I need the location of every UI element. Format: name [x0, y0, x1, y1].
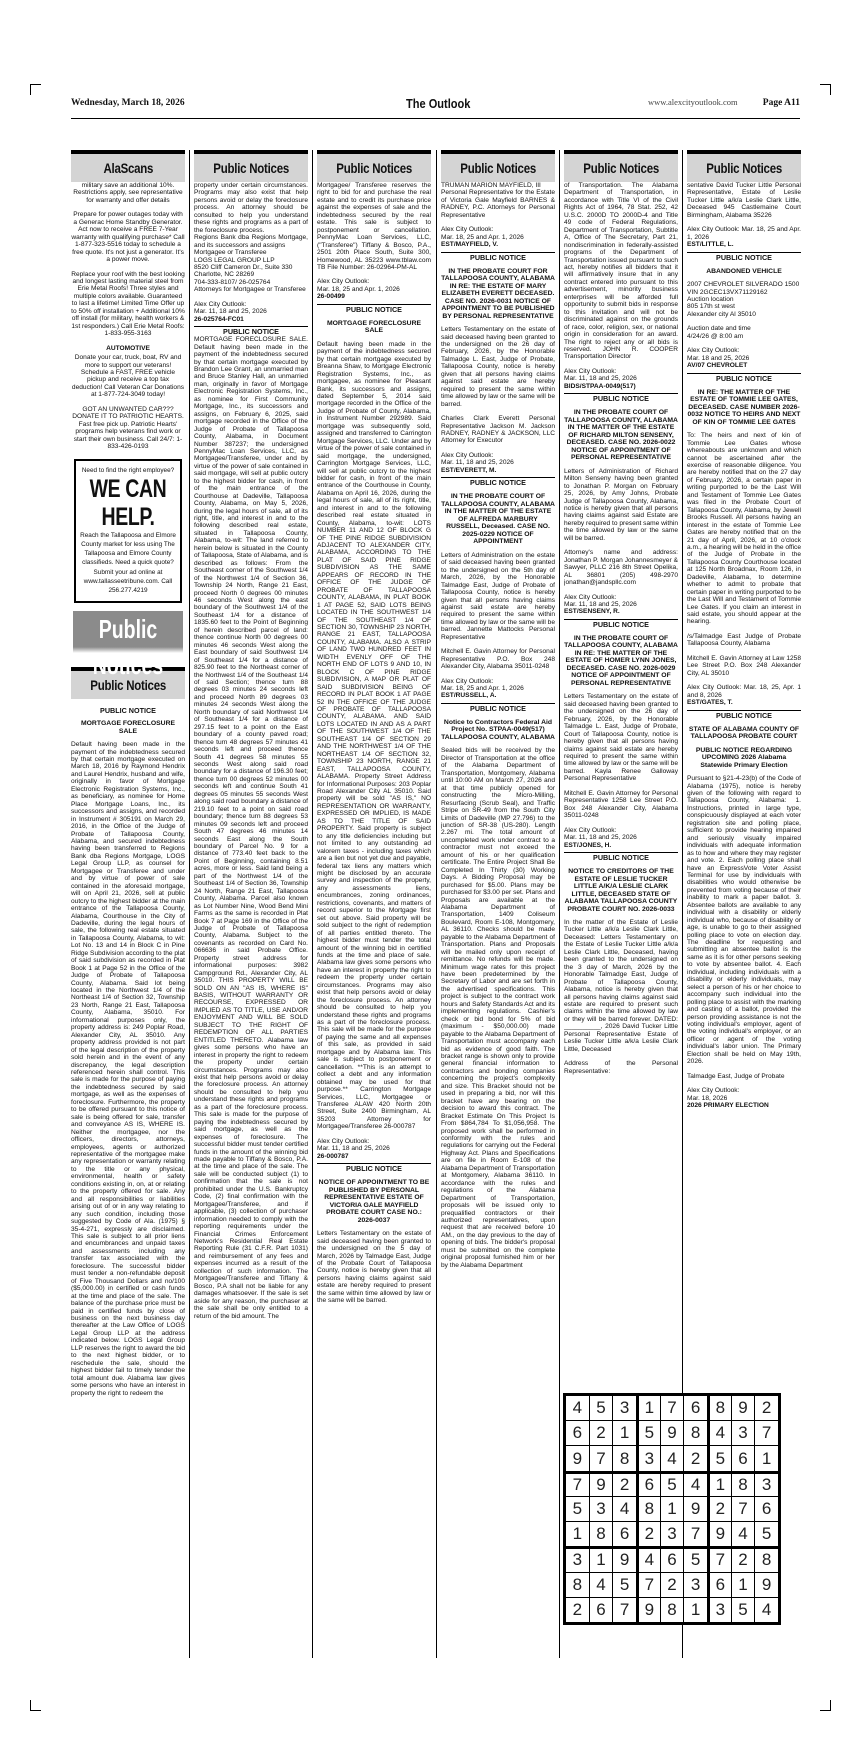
notice-text: 704-333-8107/ 26-025764 — [194, 278, 271, 286]
notice-text: /s/Talmadge East Judge of Probate Tallapoosa County, Alabama — [687, 632, 801, 648]
sudoku-cell: 8 — [590, 1522, 613, 1546]
notice-reference-code: EST/MAYFIELD, V. — [441, 241, 499, 249]
notice-text: Alex City Outlook: — [441, 677, 494, 685]
spacer — [564, 361, 678, 368]
notice-text: Charles Clark Everett Personal Representative Jackson M. Jackson RADNEY, RADNEY & JACKSON, LLC Attorney for Executor — [441, 415, 555, 445]
sudoku-cell: 5 — [639, 1421, 660, 1445]
crop-mark-top-left — [30, 84, 41, 95]
sudoku-cell: 6 — [590, 1598, 613, 1622]
sudoku-cell: 5 — [661, 1474, 684, 1496]
sudoku-cell: 1 — [590, 1549, 613, 1571]
sudoku-cell: 1 — [661, 1497, 684, 1521]
sudoku-cell: 6 — [566, 1421, 589, 1445]
notice-text: Letters Testamentary on the estate of said deceased having been granted to the undersigned on the 5 day of March, 2026 by Talmadge East, Judge of the Probate Court of Tallapoosa County, notice is hereby given that all persons having claims against said estate are hereby required to present the same within time allowed by law or the same will be barred. — [317, 1230, 431, 1305]
notice-title: IN RE: THE MATTER OF THE ESTATE OF TOMMIE LEE GATES, DECEASED. CASE NUMBER 2026-0032 NOTICE TO HEIRS AND NEXT OF KIN OF TOMMIE LEE GATES — [687, 388, 801, 426]
notice-text: Alex City Outlook: — [564, 367, 617, 375]
sudoku-cell: 2 — [590, 1421, 613, 1445]
sudoku-cell: 2 — [661, 1573, 684, 1597]
notice-text: MORTGAGE FORECLOSURE SALE. Default having been made in the payment of the indebtedness secured by that certain mortgage executed by Brandon Lee Grant, an unmarried man and Bruce Stanley Hall, an unmarried man, originally in favor of Mortgage Electronic Registration Systems, Inc., as nominee for First Community Mortgage, Inc., its successors and assigns, on February 6, 2025, said mortgage recorded in the Office of the Judge of Probate of Tallapoosa County, Alabama, in Document Number 387237; the undersigned PennyMac Loan Services, LLC, as Mortgagee/Transferee, under and by virtue of the power of sale contained in said mortgage, will sell at public outcry to the highest bidder for cash, in front of the main entrance of the Courthouse at Dadeville, Tallapoosa County, Alabama, on May 5, 2026, during the legal hours of sale, all of its right, title, and interest in and to the following described real estate, situated in Tallapoosa County, Alabama, to-wit: The land referred to herein below is situated in the County of Tallapoosa, State of Alabama, and is described as follows: From the Southeast corner of the Southwest 1/4 of the Northwest 1/4 of Section 36, Township 24 North, Range 21 East, proceed North 0 degrees 00 minutes 46 seconds West along the east boundary of the Southwest 1/4 of the Southeast 1/4 for a distance of 1835.60 feet to the Point of Beginning of herein described parcel of land: thence continue North 00 degrees 00 minutes 46 seconds West along the East boundary of said Southwest 1/4 of Southeast 1/4 for a distance of 825.90 feet to the Northeast corner of the Northwest 1/4 of the Southeast 1/4 of said Section; thence turn 88 degrees 03 minutes 24 seconds left and proceed North 89 degrees 03 minutes 24 seconds West along the North boundary of said Northwest 1/4 of Southeast 1/4 for a distance of 297.15 feet to a point on the East boundary of a county paved road; thence turn 48 degrees 57 minutes 41 seconds left and proceed thence South 41 degrees 58 minutes 55 seconds West along said road boundary for a distance of 196.30 feet; thence turn 00 degrees 52 minutes 00 seconds left and continue South 41 degrees 05 minutes 55 seconds West along said road boundary a distance of 219.10 feet to a point on said road boundary; thence turn 88 degrees 53 minutes 09 seconds left and proceed South 47 degrees 46 minutes 14 seconds East along the South boundary of Parcel No. 9 for a distance of 773.40 feet back to the Point of Beginning, containing 8.51 acres, more or less. Said land being a part of the Northwest 1/4 of the Southeast 1/4 of Section 36, Township 24 North, Range 21 East, Tallapoosa County, Alabama. Parcel also known as Lot Number Nine, Wood Bend Mini Farms as the same is recorded in Plat Book 7 at Page 169 in the Office of the Judge of Probate of Tallapoosa County, Alabama. Subject to the covenants as recorded on Card No. 066636 in said Probate Office. Property street address for informational purposes: 3982 Campground Rd., Alexander City, AL 35010. THIS PROPERTY WILL BE SOLD ON AN "AS IS, WHERE IS" BASIS, WITHOUT WARRANTY OR RECOURSE, EXPRESSED OR IMPLIED AS TO TITLE, USE AND/OR ENJOYMENT AND WILL BE SOLD SUBJECT TO THE RIGHT OF REDEMPTION OF ALL PARTIES ENTITLED THERETO. Alabama law gives some persons who have an interest in property the right to redeem the property under certain circumstances. Programs may also exist that help persons avoid or delay the foreclosure process. An attorney should be consulted to help you understand these rights and programs as a part of the foreclosure process. This sale is made for the purpose of paying the indebtedness secured by said mortgage, as well as the expenses of foreclosure. The successful bidder must tender certified funds in the amount of the winning bid made payable to Tiffany & Bosco, P.A. at the time and place of the sale. The sale will be conducted subject (1) to confirmation that the sale is not prohibited under the U.S. Bankruptcy Code, (2) final confirmation with the Mortgagee/Transferee, and if applicable, (3) collection of purchaser information needed to comply with the reporting requirements under the Financial Crimes Enforcement Network's Residential Real Estate Reporting Rule (31 C.F.R. Part 1031) and reimbursement of any fees and expenses incurred as a result of the collection of such information. The Mortgagee/Transferee and Tiffany & Bosco, P.A shall not be liable for any damages whatsoever. If the sale is set aside for any reason, the purchaser at the sale shall be only entitled to a return of the bid amount. The — [194, 336, 308, 1320]
public-notices-banner: Public Notices — [73, 611, 183, 647]
column-public-notices-1 — [194, 150, 308, 1658]
notice-text: LOGS LEGAL GROUP LLP — [194, 256, 275, 264]
sudoku-cell: 6 — [732, 1446, 755, 1470]
notice-reference-code: 26-025764-FC01 — [194, 315, 244, 323]
notice-title: Notice to Contractors Federal Aid Project No. STPAA-0049(517) TALLAPOOSA COUNTY, ALABAMA — [441, 718, 555, 741]
notice-title: IN THE PROBATE COURT FOR TALLAPOOSA COUNTY, ALABAMA IN RE: THE ESTATE OF MARY ELIZABETH EVERETT DECEASED. CASE NO. 2026-0031 NOTICE OF APPOINTMENT TO BE PUBLISHED BY PERSONAL REPRESENTATIVE — [441, 267, 555, 320]
public-notice-label: PUBLIC NOTICE — [441, 703, 555, 713]
column-public-notices-2 — [317, 150, 431, 1658]
sudoku-cell: 9 — [661, 1421, 684, 1445]
notice-text: In the matter of the Estate of Leslie Tucker Little a/k/a Leslie Clark Little, Deceased: Letters Testamentary on the Estate of Leslie Tucker Little a/k/a Leslie Clark Little, Deceased, having been granted to the undersigned on the 3 day of March, 2026 by the Honorable Talmadge East, Judge of Probate of Tallapoosa County, Alabama, notice is hereby given that all persons having claims against said estate are required to present such claims within the time allowed by law or they will be barred forever. DATED: __________, 2026 David Tucker Little Personal Representative Estate of Leslie Tucker Little a/k/a Leslie Clark Little, Deceased — [564, 919, 678, 1053]
notice-text: Alex City Outlook: — [317, 278, 370, 286]
notice-text: Mitchell E. Gavin Attorney for Personal Representative 1258 Lee Street P.O. Box 248 Alexander City, Alabama 35011-0248 — [564, 789, 678, 820]
spacer — [687, 1080, 801, 1087]
spacer — [564, 587, 678, 594]
sudoku-cell: 4 — [755, 1598, 778, 1622]
notice-text: Alex City Outlook: — [687, 1087, 740, 1095]
notice-text: Alex City Outlook: — [317, 1137, 370, 1145]
column-header: Public Notices — [317, 150, 431, 182]
notice-text: Default having been made in the payment of the indebtedness secured by that certain mortgage executed by Breanna Shaw, to Mortgage Electronic Registration Systems, Inc., as mortgagee, as nominee for Pleasant Bank, its successors and assigns, dated September 5, 2014 said mortgage recorded in the Office of the Judge of Probate of County, Alabama, in Instrument Number 292989. Said mortgage was subsequently sold, assigned and transferred to Carrington Mortgage Services, LLC. Under and by virtue of the power of sale contained in said mortgage, the undersigned, Carrington Mortgage Services, LLC, will sell at public outcry to the highest bidder for cash, in front of the main entrance of the Courthouse in County, Alabama on April 16, 2026, during the legal hours of sale, all of its right, title, and interest in and to the following described real estate situated in County, Alabama, to-wit: LOTS NUMBER 11 AND 12 OF BLOCK G OF THE PINE RIDGE SUBDIVISION ADJACENT TO ALEXANDER CITY, ALABAMA, ACCORDING TO THE PLAT OF SAID PINE RIDGE SUBDIVISION AS THE SAME APPEARS OF RECORD IN THE OFFICE OF THE JUDGE OF PROBATE OF TALLAPOOSA COUNTY, ALABAMA, IN PLAT BOOK 1 AT PAGE 52, SAID LOTS BEING LOCATED IN THE SOUTHWEST 1/4 OF THE SOUTHEAST 1/4 OF SECTION 30, TOWNSHIP 23 NORTH, RANGE 21 EAST, TALLAPOOSA COUNTY, ALABAMA. ALSO A STRIP OF LAND TWO HUNDRED FEET IN WIDTH EVENLY OFF OF THE NORTH END OF LOTS 9 AND 10, IN BLOCK C OF PINE RIDGE SUBDIVISION, A MAP OR PLAT OF SAID SUBDIVISION BEING OF RECORD IN PLAT BOOK 1 AT PAGE 52 IN THE OFFICE OF THE JUDGE OF PROBATE OF TALLAPOOSA COUNTY, ALABAMA. AND SAID LOTS LOCATED IN AND AS A PART OF THE SOUTHWEST 1/4 OF THE SOUTHEAST 1/4 OF SECTION 29 AND THE NORTHWEST 1/4 OF THE NORTHEAST 1/4 OF SECTION 32, TOWNSHIP 23 NORTH, RANGE 21 EAST, TALLAPOOSA COUNTY, ALABAMA. Property Street Address for Informational Purposes: 203 Poplar Road Alexander City AL 35010. Said property will be sold "AS IS," NO REPRESENTATION OR WARRANTY, EXPRESSED OR IMPLIED, IS MADE AS TO THE TITLE OF SAID PROPERTY. Said property is subject to any title deficiencies including but not limited to any outstanding ad valorem taxes - including taxes which are a lien but not yet due and payable, federal tax liens any matters which might be disclosed by an accurate survey and inspection of the property, any assessments liens, encumbrances, zoning ordinances, restrictions, covenants, and matters of record superior to the Mortgage first set out above. Said property will be sold subject to the right of redemption of all parties entitled thereto. The highest bidder must tender the total amount of the winning bid in certified funds at the time and place of sale. Alabama law gives some persons who have an interest in property the right to redeem the property under certain circumstances. Programs may also exist that help persons avoid or delay the foreclosure process. An attorney should be consulted to help you understand these rights and programs as a part of the foreclosure process. This sale will be made for the purpose of paying the same and all expenses of this sale, as provided in said mortgage and by Alabama law. This sale is subject to postponement or cancellation. **This is an attempt to collect a debt and any information obtained may be used for that purpose.** Carrington Mortgage Services, LLC, Mortgagee or Transferee ALAW 420 North 20th Street, Suite 2400 Birmingham, AL 35203 Attorney for Mortgagee/Transferee 26-000787 — [317, 340, 431, 1131]
notice-reference-code: BIDS/STPAA-0049(517) — [564, 382, 636, 390]
masthead — [71, 96, 800, 119]
sudoku-cell: 8 — [566, 1573, 589, 1597]
sudoku-cell: 9 — [639, 1598, 660, 1622]
sudoku-cell: 1 — [639, 1396, 660, 1420]
notice-title: IN THE PROBATE COURT OF TALLAPOOSA COUNTY, ALABAMA IN THE MATTER OF THE ESTATE OF ALFREDA MARBURY RUSSELL, Deceased. CASE NO. 2025-0229 NOTICE OF APPOINTMENT — [441, 493, 555, 546]
sudoku-cell: 2 — [710, 1497, 731, 1521]
sudoku-cell: 4 — [684, 1474, 707, 1496]
sudoku-cell: 7 — [590, 1446, 613, 1470]
spacer — [687, 219, 801, 226]
notice-body: Default having been made in the payment of the indebtedness secured by that certain mortgage executed on March 18, 2016 by Raymond Hendrix and Laurel Hendrix, husband and wife, originally in favor of Mortgage Electronic Registration Systems, Inc., as beneficiary, as nominee for Home Place Mortgage Loans, Inc., its successors and assigns, and recorded in Instrument # 305191 on March 29, 2016, in the Office of the Judge of Probate of Tallapoosa County, Alabama, and secured indebtedness having been transferred to Regions Bank dba Regions Mortgage, LOGS Legal Group LLP, as counsel for Mortgagee or Transferee and under and by virtue of power of sale contained in the aforesaid mortgage, will on April 21, 2026, sell at public outcry to the highest bidder at the main entrance of the Tallapoosa County, Alabama, Courthouse in the City of Dadeville, during the legal hours of sale, the following real estate situated in Tallapoosa County, Alabama, to wit: Lot No. 13 and 14 in Block C in Pine Ridge Subdivision according to the plat of said subdivision as recorded in Plat Book 1 at Page 52 in the Office of the Judge of Probate of Tallapoosa County, Alabama. Said lot being located in the Northwest 1/4 of the Northeast 1/4 of Section 32, Township 23 North, Range 21 East, Tallapoosa County, Alabama, 35010. For informational purposes only, the property address is: 249 Poplar Road, Alexander City, AL 35010. Any property address provided is not part of the legal description of the property sold herein and in the event of any discrepancy, the legal description referenced herein shall control. This sale is made for the purpose of paying the indebtedness secured by said mortgage, as well as the expenses of foreclosure. Furthermore, the property to be offered pursuant to this notice of sale is being offered for sale, transfer and conveyance AS IS, WHERE IS. Neither the mortgagee, nor the officers, directors, attorneys, employees, agents or authorized representative of the mortgagee make any representation or warranty relating to the title or any physical, environmental, health or safety conditions existing in, on, at or relating to the property offered for sale. Any and all responsibilities or liabilities arising out of or in any way relating to any such condition, including those suggested by Code of Ala. (1975) § 35-4-271, expressly are disclaimed. This sale is subject to all prior liens and encumbrances and unpaid taxes and assessments including any transfer tax associated with the foreclosure. The successful bidder must tender a non-refundable deposit of Five Thousand Dollars and no/100 ($5,000.00) in certified or cash funds at the time and place of the sale. The balance of the purchase price must be paid in certified funds by close of business on the next business day thereafter at the Law Office of LOGS Legal Group LLP at the address indicated below. LOGS Legal Group LLP reserves the right to award the bid to the next highest bidder, or to reschedule the sale, should the highest bidder fail to timely tender the total amount due. Alabama law gives some persons who have an interest in property the right to redeem the — [71, 741, 185, 1397]
sudoku-cell: 6 — [661, 1549, 684, 1571]
notice-text: 2007 CHEVROLET SILVERADO 1500 — [687, 281, 800, 289]
sudoku-cell: 1 — [566, 1522, 589, 1546]
sudoku-cell: 6 — [755, 1497, 778, 1521]
sudoku-cell: 3 — [684, 1573, 707, 1597]
spacer — [317, 1131, 431, 1138]
sudoku-cell: 8 — [661, 1598, 684, 1622]
notice-text: Mar. 11, 18 and 25, 2026 — [441, 459, 514, 467]
sudoku-solution-grid — [563, 1393, 781, 1625]
classified-blocks — [71, 182, 185, 451]
notice-reference-code: 26-00499 — [317, 293, 345, 301]
sudoku-cell: 3 — [661, 1522, 684, 1546]
ad-headline: WE CAN HELP. — [89, 474, 167, 531]
sudoku-cell: 6 — [613, 1522, 636, 1546]
paper-name: The Outlook — [406, 96, 471, 111]
spacer — [687, 318, 801, 325]
spacer — [564, 820, 678, 827]
spacer — [441, 219, 555, 226]
sudoku-cell: 9 — [590, 1474, 613, 1496]
notice-reference-code: EST/JONES, H. — [564, 841, 612, 849]
notice-text: VIN 2GCEC13VX71129162 — [687, 288, 768, 296]
website-link[interactable]: www.alexcityoutlook.com — [648, 97, 738, 107]
notice-text: Mar. 18, 25 and Apr. 1, 2026 — [317, 285, 400, 293]
notice-text: 8520 Cliff Cameron Dr., Suite 330 — [194, 263, 293, 271]
sudoku-cell: 7 — [732, 1497, 755, 1521]
notice-reference-code: EST/GATES, T. — [687, 699, 733, 707]
sudoku-cell: 6 — [639, 1474, 660, 1496]
notice-blocks — [564, 182, 678, 1075]
spacer — [564, 542, 678, 549]
notice-text: Alexander city Al 35010 — [687, 310, 756, 318]
spacer — [564, 783, 678, 790]
sudoku-cell: 4 — [613, 1497, 636, 1521]
sudoku-cell: 8 — [639, 1497, 660, 1521]
notice-blocks — [441, 182, 555, 1269]
spacer — [564, 1053, 678, 1060]
spacer — [687, 626, 801, 633]
notice-title: STATE OF ALABAMA COUNTY OF TALLAPOOSA PROBATE COURT — [688, 725, 800, 741]
column-divider — [312, 150, 313, 1658]
notice-text: Mitchell E. Gavin Attorney at Law 1258 Lee Street P.O. Box 248 Alexander City, AL 35010 — [687, 654, 801, 677]
sudoku-cell: 8 — [755, 1549, 778, 1571]
notice-title: ABANDONED VEHICLE — [706, 267, 782, 275]
spacer — [687, 677, 801, 684]
notice-blocks — [687, 182, 801, 1110]
section-header: Public Notices — [71, 667, 185, 699]
spacer — [687, 648, 801, 655]
notice-text: To: The heirs and next of kin of Tommie Lee Gates whose whereabouts are unknown and which cannot be ascertained after the exercise of reasonable diligence. You are hereby notified that on the 27 day of February, 2026, a certain paper in writing purported to be the Last Will and Testament of Tommie Lee Gates was filed in the Probate Court of Tallapoosa County, Alabama, by Jewell Brooks Russell. All persons having an interest in the estate of Tommie Lee Gates are hereby notified that on the 21 day of April, 2026, at 10 o'clock a.m., a hearing will be held in the office of the Judge of Probate in the Tallapoosa County Courthouse located at 125 North Broadnax, Room 126, in Dadeville, Alabama, to determine whether to admit to probate that certain paper in writing purported to be the Last Will and Testament of Tommie Lee Gates. If you claim an interest in said estate, you should appear at the hearing. — [687, 432, 801, 626]
column-header: AlaScans — [71, 150, 185, 182]
sudoku-cell: 6 — [710, 1573, 731, 1597]
sudoku-cell: 4 — [661, 1446, 684, 1470]
sudoku-cell: 2 — [755, 1396, 778, 1420]
notice-text: Sealed bids will be received by the Director of Transportation at the office of the Alabama Department of Transportation, Montgomery, Alabama until 10:00 AM on March 27, 2026 and at that time publicly opened for constructing the Micro-Milling, Resurfacing (Scrub Seal), and Traffic Stripe on SR-49 from the South City Limits of Dadeville (MP 27.796) to the junction of SR-38 (US-280). Length 2.267 mi. The total amount of uncompleted work under contract to a contractor must not exceed the amount of his or her qualification certificate. The Entire Project Shall Be Completed In Thirty (30) Working Days. A Bidding Proposal may be purchased for $5.00. Plans may be purchased for $3.00 per set. Plans and Proposals are available at the Alabama Department of Transportation, 1409 Coliseum Boulevard, Room E-108, Montgomery, AL 36110. Checks should be made payable to the Alabama Department of Transportation. Plans and Proposals will be mailed only upon receipt of remittance. No refunds will be made. Minimum wage rates for this project have been predetermined by the Secretary of Labor and are set forth in the advertised specifications. This project is subject to the contract work hours and Safety Standards Act and its implementing regulations. Cashier's check or bid bond for 5% of bid (maximum - $50,000.00) made payable to the Alabama Department of Transportation must accompany each bid as evidence of good faith. The bracket range is shown only to provide general financial information to contractors and bonding companies concerning the project's complexity and size. This Bracket should not be used in preparing a bid, nor will this bracket have any bearing on the decision to award this contract. The Bracket Estimate On This Project Is From $864,784 To $1,056,958. The proposed work shall be performed in conformity with the rules and regulations for carrying out the Federal Highway Act. Plans and Specifications are on file in Room E-108 of the Alabama Department of Transportation at Montgomery, Alabama 36110. In accordance with the rules and regulations of the Alabama Department of Transportation, proposals will be issued only to prequalified contractors or their authorized representatives, upon request that are received before 10 AM., on the day previous to the day of opening of bids. The bidder's proposal must be submitted on the complete original proposal furnished him or her by the Alabama Department — [441, 747, 555, 1269]
public-notice-label: PUBLIC NOTICE — [317, 304, 431, 314]
sudoku-cell: 5 — [684, 1549, 707, 1571]
notice-text: Mar. 11, 18 and 25, 2026 — [194, 308, 267, 316]
public-notice-label: PUBLIC NOTICE — [441, 477, 555, 487]
notice-text: Alex City Outlook: — [441, 226, 494, 234]
notice-text: TRUMAN MARION MAYFIELD, III — [441, 182, 541, 189]
sudoku-cell: 5 — [710, 1446, 731, 1470]
sudoku-cell: 9 — [710, 1522, 731, 1546]
spacer — [687, 340, 801, 347]
classified-ad: Prepare for power outages today with a Generac Home Standby Generator. Act now to receive a FREE 7-Year warranty with qualifying purchase* Call 1-877-323-5516 today to schedule a free quote. It's not just a generator. It's a power move. — [71, 211, 185, 264]
notice-text: Auction location — [687, 296, 734, 304]
notice-reference-code: EST/LITTLE, L. — [687, 241, 734, 249]
column-header: Public Notices — [687, 150, 801, 182]
notice-reference-code: EST/EVERETT, M. — [441, 466, 497, 474]
notice-text: Alex City Outlook: — [687, 347, 740, 355]
notice-title: MORTGAGE FORECLOSURE SALE — [326, 319, 422, 335]
sudoku-cell: 3 — [710, 1598, 731, 1622]
spacer — [441, 408, 555, 415]
sudoku-cell: 3 — [732, 1421, 755, 1445]
notice-text: Alex City Outlook: — [441, 451, 494, 459]
spacer — [687, 1066, 801, 1073]
issue-date: Wednesday, March 18, 2026 — [71, 98, 185, 108]
notice-title: PUBLIC NOTICE REGARDING UPCOMING 2026 Alabama Statewide Primary Election — [695, 746, 793, 769]
notice-reference-code: EST/RUSSELL, A. — [441, 692, 497, 700]
sudoku-cell: 5 — [590, 1396, 613, 1420]
classified-ad: Donate your car, truck, boat, RV and more to support our veterans! Schedule a FAST, FREE vehicle pickup and receive a top tax deduction! Call Veteran Car Donations at 1-877-724-3049 today! — [71, 354, 185, 399]
notice-reference-code: 26-000787 — [317, 1152, 349, 1160]
notice-text: Letters Testamentary on the estate of said deceased having been granted to the undersigned on the 26 day of February, 2026, by the Honorable Talmadge L. East, Judge of Probate, Tallapoosa County, notice is hereby given that all persons having claims against said estate are hereby required to present the same within time allowed by law or the same will be barred. — [441, 326, 555, 408]
notice-text: Mar. 11, 18 and 25, 2026 — [564, 375, 637, 383]
sudoku-cell: 8 — [710, 1396, 731, 1420]
notice-text: Mar. 11, 18 and 25, 2026 — [317, 1145, 390, 1153]
notice-text: sentative David Tucker Little Personal Representative, Estate of Leslie Tucker Little a/k/a Leslie Clark Little, Deceased 945 Castlemaine Court Birmingham, Alabama 35226 — [687, 182, 801, 219]
sudoku-cell: 7 — [755, 1421, 778, 1445]
spacer — [194, 294, 308, 301]
classified-ad: Replace your roof with the best looking and longest lasting material steel from Erie Metal Roofs! Three styles and multiple colors available. Guaranteed to last a lifetime! Limited Time Offer up to 50% off installation + Additional 10% off install (for military, health workers & 1st responders.) Call Erie Metal Roofs: 1-833-955-3163 — [71, 270, 185, 338]
we-can-help-ad — [74, 459, 182, 603]
notice-text: Address of the Personal Representative: — [564, 1060, 678, 1075]
notice-text: Talmadge East, Judge of Probate — [687, 1072, 785, 1080]
sudoku-cell: 1 — [613, 1421, 636, 1445]
ad-body: Reach the Tallapoosa and Elmore County market for less using The Tallapoosa and Elmore County classifieds. Need a quick quote? Submit your ad online at www.tallasseetribune.com. Call 256.277.4219 — [80, 531, 176, 595]
column-header: Public Notices — [564, 150, 678, 182]
notice-reference-code: 2026 PRIMARY ELECTION — [687, 1102, 769, 1110]
sudoku-cell: 9 — [613, 1549, 636, 1571]
column-divider — [189, 150, 190, 1658]
sudoku-cell: 7 — [661, 1396, 684, 1420]
notice-text: Mortgagee/ Transferee reserves the right to bid for and purchase the real estate and to credit its purchase price against the expenses of sale and the indebtedness secured by the real estate. This sale is subject to postponement or cancellation. PennyMac Loan Services, LLC, ("Transferee") Tiffany & Bosco, P.A., 2501 20th Place South, Suite 300, Homewood, AL 35223 www.tblaw.com TB File Number: 26-02964-PM-AL — [317, 182, 431, 271]
sudoku-cell: 1 — [710, 1474, 731, 1496]
sudoku-cell: 1 — [732, 1573, 755, 1597]
sudoku-cell: 5 — [566, 1497, 589, 1521]
notice-text: Mitchell E. Gavin Attorney for Personal Representative P.O. Box 248 Alexander City, Alabama 35011-0248 — [441, 648, 555, 671]
spacer — [441, 445, 555, 452]
notice-text: Letters Testamentary on the estate of said deceased having been granted to the undersigned on the 26 day of February, 2026, by the Honorable Talmadge L. East, Judge of Probate, Court of Tallapoosa County, notice is hereby given that all persons having claims against said estate are hereby required to present the same within time allowed by law or the same will be barred. Kayla Renee Galloway Personal Representative — [564, 693, 678, 783]
notice-text: Letters of Administration on the estate of said deceased having been granted to the undersigned on the 5th day of March, 2026, by the Honorable Talmadge East, Judge of Probate of Tallapoosa County, notice is hereby given that all persons having claims against said estate are hereby required to present the same within time allowed by law or the same will be barred. Jannette Mattocks Personal Representative — [441, 551, 555, 641]
notice-text: Alex City Outlook: — [564, 826, 617, 834]
sudoku-cell: 4 — [639, 1549, 660, 1571]
sudoku-cell: 3 — [566, 1549, 589, 1571]
sudoku-cell: 1 — [684, 1598, 707, 1622]
notice-reference-code: AV/07 CHEVROLET — [687, 362, 748, 370]
sudoku-cell: 8 — [684, 1421, 707, 1445]
classified-ad: military save an additional 10%. Restrictions apply, see representative for warranty and offer details — [73, 182, 183, 204]
public-notice-label: PUBLIC NOTICE — [687, 373, 801, 383]
column-divider — [436, 150, 437, 1658]
sudoku-cell: 3 — [613, 1396, 636, 1420]
sudoku-cell: 9 — [566, 1446, 589, 1470]
sudoku-cell: 9 — [732, 1396, 755, 1420]
notice-title: MORTGAGE FORECLOSURE SALE — [80, 720, 176, 735]
classified-category: AUTOMOTIVE — [106, 344, 150, 352]
sudoku-cell: 9 — [684, 1497, 707, 1521]
notice-text: Alex City Outlook: Mar. 18, 25 and Apr. 1, 2026 — [687, 226, 801, 241]
notice-blocks — [194, 182, 308, 1320]
spacer — [441, 641, 555, 648]
sudoku-cell: 1 — [755, 1446, 778, 1470]
notice-label: PUBLIC NOTICE — [100, 705, 156, 715]
notice-text: Charlotte, NC 28269 — [194, 271, 255, 279]
sudoku-cell: 8 — [613, 1446, 636, 1470]
classified-ad: GOT AN UNWANTED CAR??? DONATE IT TO PATRIOTIC HEARTS. Fast free pick up. Patriotic Hearts' programs help veterans find work or start their own business. Call 24/7: 1-833-426-0193 — [72, 405, 184, 451]
sudoku-cell: 2 — [566, 1598, 589, 1622]
notice-text: Personal Representative for the Estate of Victoria Gale Mayfield BARNES & RADNEY, P.C. Attorneys for Personal Representative — [441, 189, 555, 219]
notice-text: Attorneys for Mortgagee or Transferee — [194, 286, 306, 294]
notice-text: Alex City Outlook: — [564, 593, 617, 601]
notice-text: Auction date and time — [687, 325, 751, 333]
crop-mark-bottom-right — [820, 1700, 831, 1711]
notice-text: Alex City Outlook: — [194, 300, 247, 308]
sudoku-cell: 7 — [613, 1598, 636, 1622]
public-notice-label: PUBLIC NOTICE — [564, 619, 678, 629]
ad-kicker: Need to find the right employee? — [81, 466, 175, 474]
public-notice-label: PUBLIC NOTICE — [687, 710, 801, 720]
public-notice-label: PUBLIC NOTICE — [194, 326, 308, 336]
notice-reference-code: EST/SENSENY, R. — [564, 608, 620, 616]
public-notice-label: PUBLIC NOTICE — [564, 393, 678, 403]
notice-text: 805 17th st west — [687, 303, 736, 311]
crop-mark-top-right — [820, 84, 831, 95]
spacer — [317, 271, 431, 278]
notice-text: Mar. 11, 18 and 25, 2026 — [564, 834, 637, 842]
column-divider — [559, 150, 560, 1658]
sudoku-cell: 4 — [590, 1573, 613, 1597]
page-number: Page A11 — [762, 98, 800, 108]
notice-text: Mar. 18, 2026 — [687, 1094, 728, 1102]
notice-text: 4/24/26 @ 8:00 am — [687, 332, 744, 340]
sudoku-cell: 7 — [710, 1549, 731, 1571]
public-notice-label: PUBLIC NOTICE — [441, 252, 555, 262]
sudoku-cell: 3 — [639, 1446, 660, 1470]
public-notice-label: PUBLIC NOTICE — [564, 852, 678, 862]
sudoku-cell: 4 — [566, 1396, 589, 1420]
column-header: Public Notices — [441, 150, 555, 182]
sudoku-cell: 9 — [755, 1573, 778, 1597]
sudoku-cell: 3 — [755, 1474, 778, 1496]
crop-mark-bottom-left — [30, 1700, 41, 1711]
sudoku-cell: 4 — [732, 1522, 755, 1546]
notice-text: Mar. 18 and 25, 2026 — [687, 354, 750, 362]
sudoku-cell: 5 — [755, 1522, 778, 1546]
notice-text: property under certain circumstances. Programs may also exist that help persons avoid or delay the foreclosure process. An attorney should be consulted to help you understand these rights and programs as a part of the foreclosure process. — [194, 182, 308, 234]
column-header: Public Notices — [194, 150, 308, 182]
notice-text: Letters of Administration of Richard Milton Senseny having been granted to Jonathan P. Morgan on February 25, 2026, by Amy Johns, Probate Judge of Tallapoosa County, Alabama, notice is hereby given that all persons having claims against said Estate are hereby required to present same within the time allowed by law or the same will be barred. — [564, 467, 678, 542]
sudoku-cell: 7 — [639, 1573, 660, 1597]
notice-text: Attorney's name and address: Jonathan P. Morgan Johannesmeyer & Sawyer, PLLC 216 8th Street Opelika, AL 36801 (205) 498-2970 jonathan@jandspllc.com — [564, 549, 678, 587]
notice-text: Mar. 18, 25 and Apr. 1, 2026 — [441, 685, 524, 693]
sudoku-cell: 2 — [684, 1446, 707, 1470]
sudoku-cell: 6 — [684, 1396, 707, 1420]
sudoku-cell: 7 — [684, 1522, 707, 1546]
notice-blocks — [317, 182, 431, 1305]
spacer — [441, 671, 555, 678]
sudoku-cell: 2 — [639, 1522, 660, 1546]
column-public-notices-3 — [441, 150, 555, 1658]
notice-text: Pursuant to §21-4-23(b) of the Code of Alabama (1975), notice is hereby given of the following with regard to Tallapoosa County, Alabama: 1. Instructions, printed in large type, conspicuously displayed at each voter registration site and polling place, sufficient to provide hearing impaired and seriously visually impaired individuals with adequate information as to how and where they may register and vote. 2. Each polling place shall have an ExpressVote Voter Assist Terminal for use by individuals with disabilities who would otherwise be prevented from voting because of their inability to mark a paper ballot. 3. Absentee ballots are available to any individual with a disability or elderly individual who, because of disability or age, is unable to go to their assigned polling place to vote on election day. The deadline for requesting and submitting an absentee ballot is the same as it is for other persons seeking to vote by absentee ballot. 4. Each individual, including individuals with a disability or elderly individuals, may select a person of his or her choice to accompany such individual into the polling place to assist with the marking and casting of a ballot, provided the person providing assistance is not the voting individual's employer, agent of the voting individual's employer, or an officer or agent of the voting individual's labor union. The Primary Election shall be held on May 19th, 2026. — [687, 775, 801, 1066]
sudoku-cell: 2 — [732, 1549, 755, 1571]
column-alascans — [71, 150, 185, 1658]
notice-title: NOTICE TO CREDITORS OF THE ESTATE OF LESLIE TUCKER LITTLE A/K/A LESLIE CLARK LITTLE, DECEASED STATE OF ALABAMA TALLAPOOSA COUNTY PROBATE COURT NO. 2026-0033 — [564, 868, 678, 913]
notice-title: IN THE PROBATE COURT OF TALLAPOOSA COUNTY, ALABAMA IN RE: THE MATTER OF THE ESTATE OF HOMER LYNN JONES, DECEASED. CASE NO. 2026-0029 NOTICE OF APPOINTMENT OF PERSONAL REPRESENTATIVE — [564, 634, 678, 687]
notice-text: Mar. 11, 18 and 25, 2026 — [564, 600, 637, 608]
sudoku-cell: 5 — [613, 1573, 636, 1597]
notice-title: IN THE PROBATE COURT OF TALLAPOOSA COUNTY, ALABAMA IN THE MATTER OF THE ESTATE OF RICHARD MILTON SENSENY, DECEASED. CASE NO. 2026-0022 NOTICE OF APPOINTMENT OF PERSONAL REPRESENTATIVE — [564, 409, 678, 462]
sudoku-cell: 4 — [710, 1421, 731, 1445]
sudoku-cell: 7 — [566, 1474, 589, 1496]
notice-text: Mar. 18, 25 and Apr. 1, 2026 — [441, 233, 524, 241]
public-notice-label: PUBLIC NOTICE — [687, 252, 801, 262]
sudoku-cell: 5 — [732, 1598, 755, 1622]
notice-text: Regions Bank dba Regions Mortgage, and its successors and assigns — [194, 234, 308, 249]
notice-text: Alex City Outlook: Mar. 18, 25, Apr. 1 and 8, 2026 — [687, 684, 801, 699]
sudoku-cell: 2 — [613, 1474, 636, 1496]
notice-text: Mortgagee or Transferee — [194, 249, 267, 257]
sudoku-cell: 3 — [590, 1497, 613, 1521]
public-notice-label: PUBLIC NOTICE — [317, 1163, 431, 1173]
notice-title: NOTICE OF APPOINTMENT TO BE PUBLISHED BY PERSONAL REPRESENTATIVE ESTATE OF VICTORIA GALE MAYFIELD PROBATE COURT CASE NO.: 2026-0037 — [318, 1179, 430, 1224]
sudoku-cell: 8 — [732, 1474, 755, 1496]
notice-text: of Transportation. The Alabama Department of Transportation, in accordance with Title VI of the Civil Rights Act of 1964, 78 Stat. 252, 42 U.S.C. 2000D TO 2000D-4 and Title 49 code of Federal Regulations, Department of Transportation, Subtitle A, Office of The Secretary, Part 21, nondiscrimination in federally-assisted programs of the Department of Transportation issued pursuant to such act, hereby notifies all bidders that it will affirmatively insure that in any contract entered into pursuant to this advertisement, minority business enterprises will be afforded full opportunity to submit bids in response to this invitation and will not be discriminated against on the grounds of race, color, religion, sex, or national origin in consideration for an award. The right to reject any or all bids is reserved. JOHN R. COOPER Transportation Director — [564, 182, 678, 361]
